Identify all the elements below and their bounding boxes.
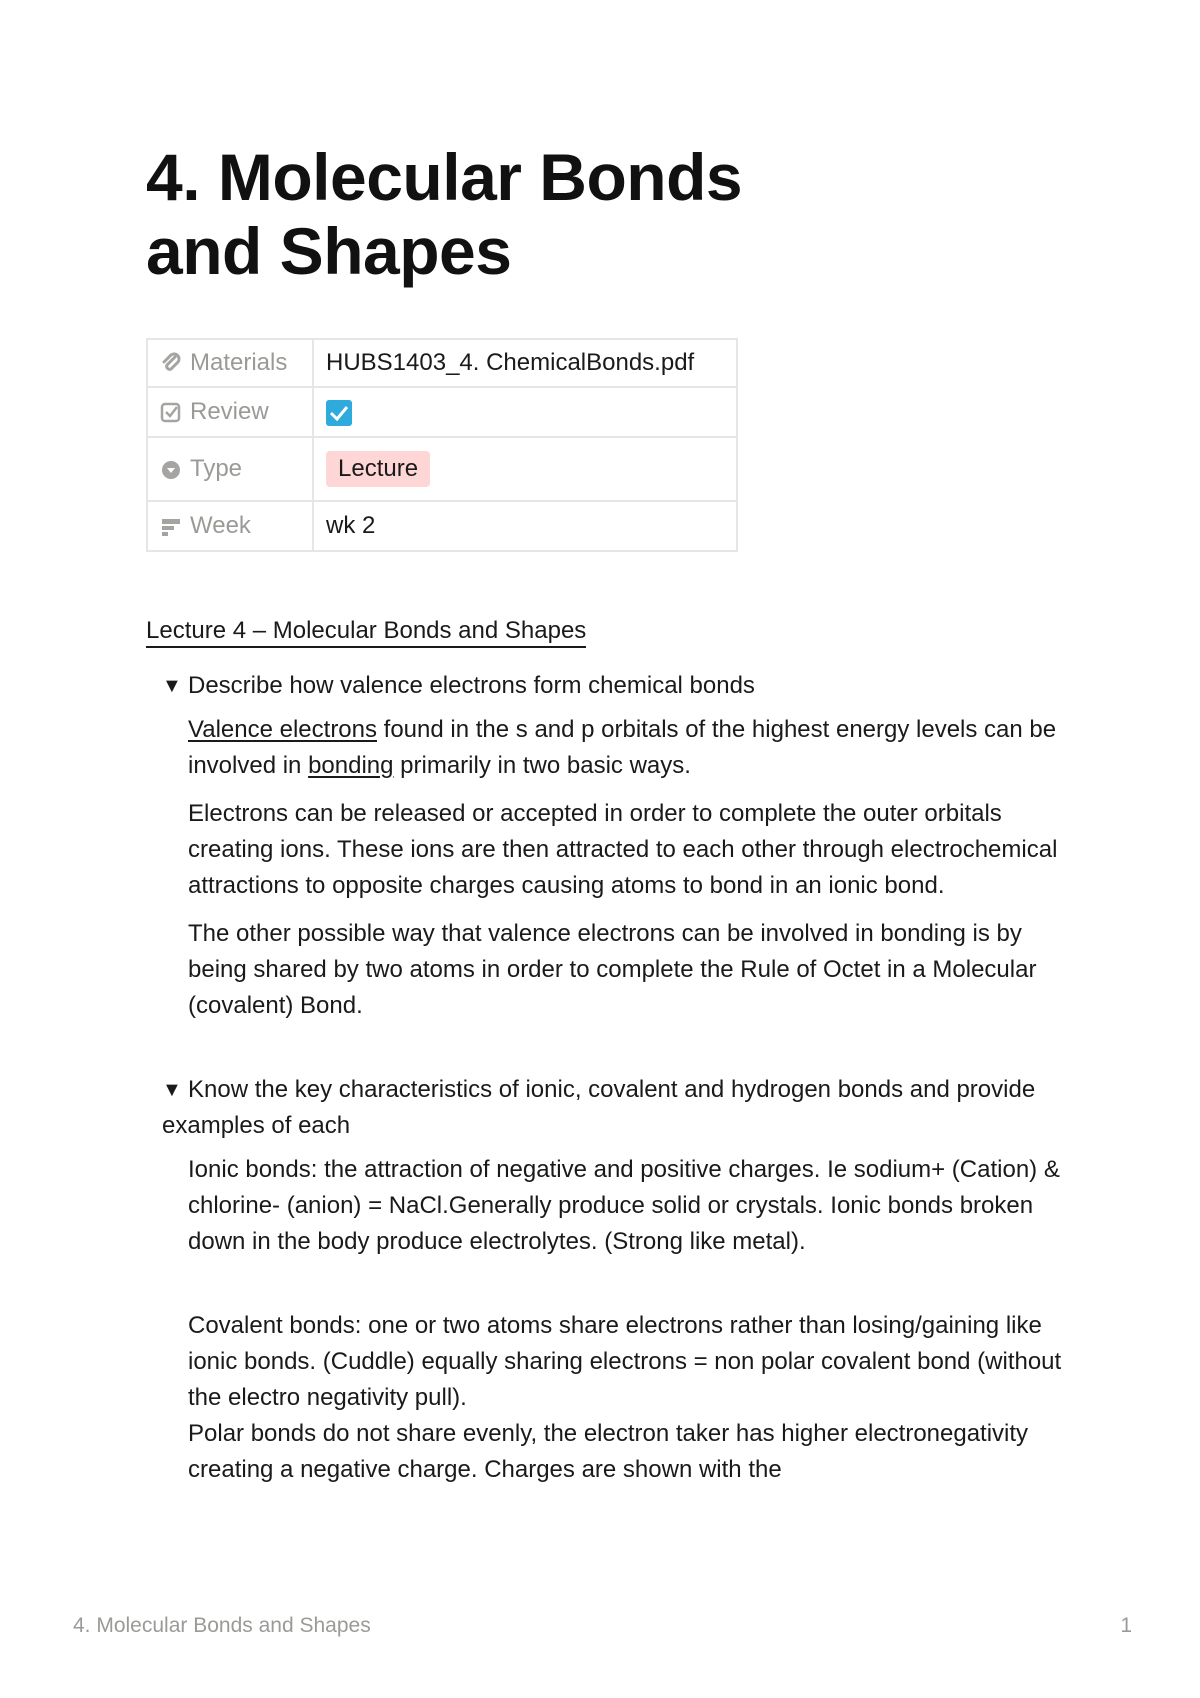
page-content [146,140,1066,1500]
property-value-week[interactable]: wk 2 [313,501,737,551]
property-row-week [147,501,737,551]
toggle-body [188,1152,1066,1488]
property-value-type [313,437,737,501]
toggle-header[interactable] [162,668,1066,704]
toggle-heading: Describe how valence electrons form chemical bonds [188,672,755,699]
property-key [147,387,313,437]
paragraph [188,712,1066,784]
property-key [147,501,313,551]
property-key-label: Review [190,398,269,425]
property-row-review [147,387,737,437]
property-key-label: Type [190,455,243,482]
select-icon [160,458,182,480]
toggle-arrow-icon[interactable]: ▼ [162,1079,182,1101]
paragraph: Covalent bonds: one or two atoms share electrons rather than losing/gaining like ionic bonds. (Cuddle) equally sharing electrons = non polar covalent bond (without the electro negativity pull). [188,1312,1062,1411]
section-link-lecture[interactable]: Lecture 4 – Molecular Bonds and Shapes [146,616,586,648]
property-value-materials[interactable]: HUBS1403_4. ChemicalBonds.pdf [313,339,737,387]
property-value-review [313,387,737,437]
paragraph-text: found in the s and p orbitals of the highest energy levels can be involved in [188,716,1057,779]
property-row-materials [147,339,737,387]
spacer [188,1272,1066,1308]
type-tag[interactable]: Lecture [326,451,430,487]
properties-table [146,338,738,552]
property-key [147,339,313,387]
review-checkbox[interactable] [326,400,352,426]
checkbox-icon [160,401,182,423]
property-key-label: Materials [190,349,288,376]
link-valence-electrons[interactable]: Valence electrons [188,716,377,743]
paragraph: The other possible way that valence electrons can be involved in bonding is by being shared by two atoms in order to complete the Rule of Octet in a Molecular (covalent) Bond. [188,920,1037,1019]
paperclip-icon [160,352,182,374]
link-bonding[interactable]: bonding [308,752,394,779]
toggle-body [188,712,1066,1024]
toggle-arrow-icon[interactable]: ▼ [162,675,182,697]
property-key-label: Week [190,512,251,539]
paragraph: Electrons can be released or accepted in order to complete the outer orbitals creating ions. These ions are then attracted to each other through electrochemical attractions to opposite charges causing atoms to bond in an ionic bond. [188,800,1058,899]
paragraph-text: primarily in two basic ways. [393,752,691,779]
multiselect-icon [160,515,182,537]
property-row-type [147,437,737,501]
toggle-header[interactable] [162,1072,1066,1144]
page-number: 1 [1120,1614,1132,1637]
footer-title: 4. Molecular Bonds and Shapes [73,1614,371,1637]
property-key [147,437,313,501]
toggle-block-valence [162,668,1066,1024]
toggle-heading: Know the key characteristics of ionic, covalent and hydrogen bonds and provide examples of each [162,1076,1036,1139]
toggle-block-bonds [162,1072,1066,1488]
paragraph: Ionic bonds: the attraction of negative and positive charges. Ie sodium+ (Cation) & chlorine- (anion) = NaCl.Generally produce solid or crystals. Ionic bonds broken down in the body produce electrolytes. (Strong like metal). [188,1156,1060,1255]
page-title: 4. Molecular Bonds and Shapes [146,140,743,288]
paragraph: Polar bonds do not share evenly, the electron taker has higher electronegativity creating a negative charge. Charges are shown with the [188,1420,1029,1483]
